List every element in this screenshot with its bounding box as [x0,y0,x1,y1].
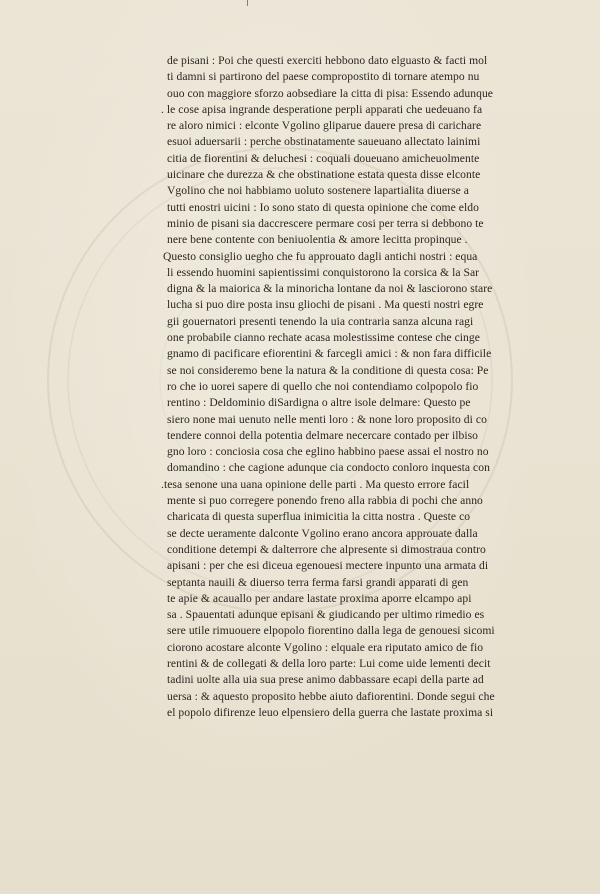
text-line: Vgolino che noi habbiamo uoluto sostenere lapartialita diuerse a [167,184,469,198]
text-line: te apie & acauallo per andare lastate proxima aporre elcampo api [167,591,472,605]
text-line: conditione detempi & dalterrore che alpresente si dimostraua contro [167,542,486,556]
text-line: gno loro : conciosia cosa che eglino habbino paese assai el nostro no [167,445,489,459]
text-line: li essendo huomini sapientissimi conquistorono la corsica & la Sar [167,265,480,279]
text-line: ouo con maggiore sforzo aobsediare la citta di pisa: Essendo adunque [167,86,493,100]
text-line: rentino : Deldominio diSardigna o altre isole delmare: Questo pe [167,396,471,410]
text-block [161,53,545,721]
text-line: lucha si puo dire posta insu gliochi de pisani . Ma questi nostri egre [167,298,484,312]
text-line: citia de fiorentini & deluchesi : coquali doueuano amicheuolmente [167,151,480,165]
text-line: charicata di questa superflua inimicitia la citta nostra . Queste co [167,510,471,524]
page-top-mark [247,0,248,6]
text-line: sa . Spauentati adunque episani & giudicando per ultimo rimedio es [167,608,485,622]
text-line: apisani : per che esi diceua egenouesi mectere inpunto una armata di [167,559,489,573]
text-line: se noi consideremo bene la natura & la conditione di questa cosa: Pe [167,363,489,377]
text-line: ciorono acostare alconte Vgolino : elquale era riputato amico de fio [167,640,484,654]
text-line: uicinare che durezza & che obstinatione estata questa disse elconte [167,168,481,182]
text-line: mente si puo corregere ponendo freno alla rabbia di pochi che anno [167,494,483,508]
text-line: .tesa senone una uana opinione delle parti . Ma questo errore facil [161,477,470,491]
text-line: septanta nauili & diuerso terra ferma farsi grandi apparati di gen [167,575,469,589]
text-line: ti damni si partirono del paese compropostito di tornare atempo nu [167,70,480,84]
text-line: se decte ueramente dalconte Vgolino erano ancora approuate dalla [167,526,478,540]
text-line: rentini & de collegati & della loro parte: Lui come uide lementi decit [167,656,491,670]
text-line: tutti enostri uicini : Io sono stato di questa opinione che come eldo [167,200,479,214]
text-line: sere utile rimuouere elpopolo fiorentino dalla lega de genouesi sicomi [167,624,495,638]
text-line: de pisani : Poi che questi exerciti hebbono dato elguasto & facti mol [167,54,488,67]
text-line: digna & la maiorica & la minoricha lontane da noi & lasciorono stare [167,282,493,296]
text-line: . le cose apisa ingrande desperatione perpli apparati che uedeuano fa [161,102,483,116]
text-line: el popolo difirenze leuo elpensiero della guerra che lastate proxima si [167,705,494,719]
text-line: minio de pisani sia daccrescere permare cosi per terra si debbono te [167,216,484,230]
text-line: uersa : & aquesto proposito hebbe aiuto dafiorentini. Donde segui che [167,689,495,703]
text-line: gnamo di pacificare efiorentini & farcegli amici : & non fara difficile [167,347,492,361]
text-line: nere bene contente con beniuolentia & amore lecitta propinque . [167,233,468,247]
text-line: ro che io uorei sapere di quello che noi contendiamo colpopolo fio [167,379,479,393]
text-line: esuoi aduersarii : perche obstinatamente saueuano allectato lainimi [167,135,481,149]
text-line: tadini uolte alla uia sua prese animo dabbassare ecapi della parte ad [167,673,484,687]
text-line: domandino : che cagione adunque cia condocto conloro inquesta con [167,461,490,475]
text-line: re aloro nimici : elconte Vgolino gliparue dauere presa di carichare [167,119,482,133]
text-line: Questo consiglio uegho che fu approuato dagli antichi nostri : equa [163,249,478,263]
text-line: tendere connoi della potentia delmare necercare contado per ilbiso [167,428,479,442]
text-line: gii gouernatori presenti tenendo la uia contraria sanza alcuna ragi [167,314,474,328]
text-line: siero none mai uenuto nelle menti loro : & none loro proposito di co [167,412,487,426]
text-line: one probabile cianno rechate acasa molestissime contese che cinge [167,331,480,345]
